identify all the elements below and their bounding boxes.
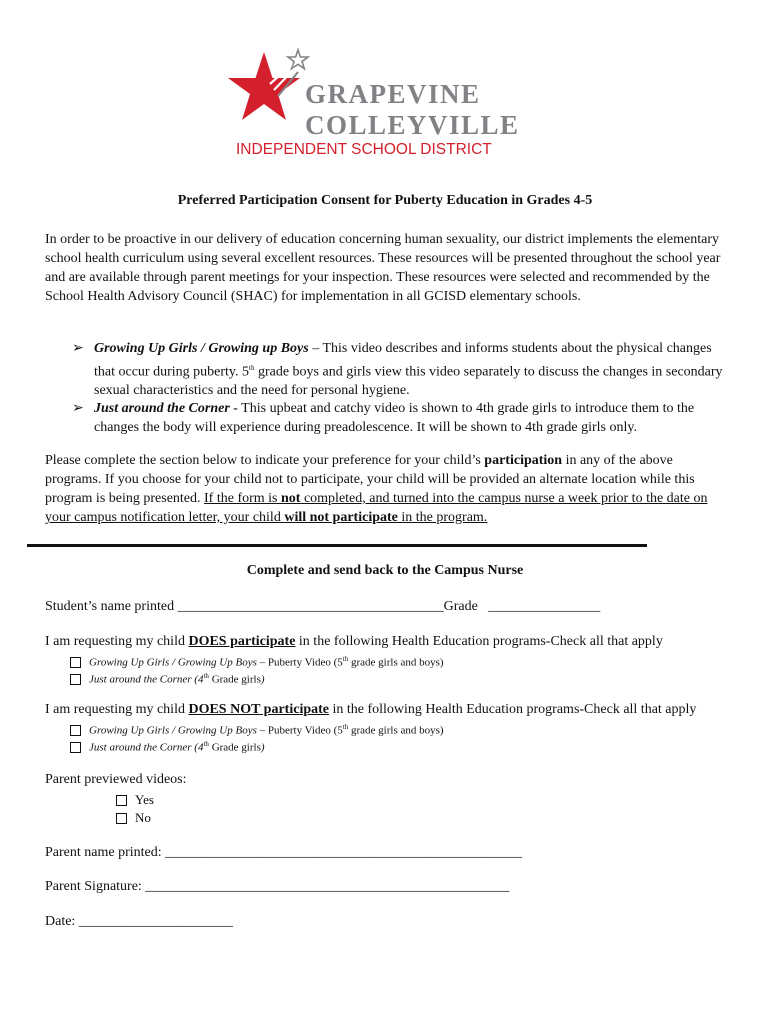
checkbox[interactable] [116,813,127,824]
checkbox[interactable] [70,725,81,736]
does-not-participate-label: I am requesting my child DOES NOT participate in the following Health Education programs-Check all that apply [45,702,697,717]
arrow-bullet-icon: ➢ [72,401,84,417]
form-subtitle: Complete and send back to the Campus Nurse [246,563,524,578]
checkbox[interactable] [70,657,81,668]
previewed-label: Parent previewed videos: [45,772,187,787]
parent-name-field[interactable]: Parent name printed: ___________________________________________________ [45,845,523,860]
list-item [72,400,732,437]
parent-signature-field[interactable]: Parent Signature: ____________________________________________________ [45,879,510,894]
arrow-bullet-icon: ➢ [72,341,84,356]
does-participate-label: I am requesting my child DOES participate in the following Health Education programs-Check all that apply [45,634,663,649]
instructions-paragraph: Please complete the section below to indicate your preference for your child’s participation in any of the above programs. If you choose for your child not to participate, your child will be provided an alternate location while this program is being presented. If the form is not completed, and turned into the campus nurse a week prior to the date on your campus notification letter, your child will not participate in the program. [45,453,708,525]
does-not-option-growing-up[interactable]: Growing Up Girls / Growing Up Boys – Puberty Video (5th grade girls and boys) [70,723,444,737]
previewed-yes-option[interactable]: Yes [116,792,154,808]
resource-description: This upbeat and catchy video is shown to 4th grade girls to introduce them to the changes the body will experience during preadolescence. It will be shown to 4th grade girls only. [94,401,695,435]
does-option-just-around-corner[interactable]: Just around the Corner (4th Grade girls) [70,672,265,686]
resource-title: Just around the Corner - [94,401,238,417]
checkbox[interactable] [70,674,81,685]
does-option-growing-up[interactable]: Growing Up Girls / Growing Up Boys – Puberty Video (5th grade girls and boys) [70,655,444,669]
document-title: Preferred Participation Consent for Puberty Education in Grades 4-5 [177,193,593,208]
does-not-option-just-around-corner[interactable]: Just around the Corner (4th Grade girls) [70,740,265,754]
logo-line-colleyville: COLLEYVILLE [305,110,520,140]
logo-line-grapevine: GRAPEVINE [305,79,481,109]
checkbox[interactable] [116,795,127,806]
date-field[interactable]: Date: ______________________ [45,914,233,929]
resource-list [72,340,732,437]
previewed-no-option[interactable]: No [116,810,151,826]
student-name-grade-field[interactable]: Student’s name printed ______________________________________Grade ________________ [45,599,601,614]
intro-paragraph: In order to be proactive in our delivery of education concerning human sexuality, our district implements the elementary school health curriculum using several excellent resources. These resources will be presented throughout the school year and are available through parent meetings for your inspection. These resources were selected and recommended by the School Health Advisory Council (SHAC) for implementation in all GCISD elementary schools. [45,232,721,304]
district-logo [228,44,518,164]
resource-title: Growing Up Girls / Growing up Boys [94,341,309,356]
list-item: ➢ Growing Up Girls / Growing up Boys – This video describes and informs students about the physical changes that occur during puberty. 5th grade boys and girls view this video separately to discuss the changes in secondary sexual characteristics and the need for personal hygiene. [72,341,723,398]
deadline-notice: If the form is not completed, and turned into the campus nurse a week prior to the date on your campus notification letter, your child will not participate in the program. [45,491,708,525]
resource-description: – This video describes and informs students about the physical changes that occur during puberty. 5 [94,341,712,380]
divider [27,544,647,547]
logo-line-district: INDEPENDENT SCHOOL DISTRICT [236,141,492,158]
checkbox[interactable] [70,742,81,753]
